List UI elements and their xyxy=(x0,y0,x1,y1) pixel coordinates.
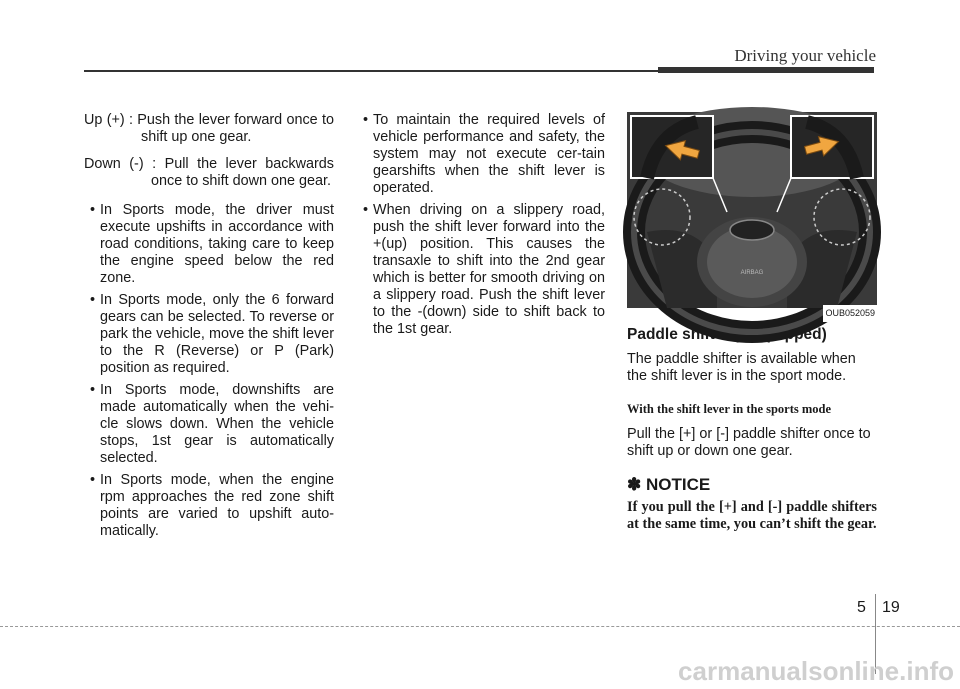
sports-mode-subheading: With the shift lever in the sports mode xyxy=(627,402,832,416)
notice-icon: ✽ xyxy=(627,475,642,494)
column-3 xyxy=(627,112,877,533)
airbag-label: AIRBAG xyxy=(740,270,764,276)
list-item: • In Sports mode, downshifts are made automatically when the vehi-cle slows down. When the vehicle stops, 1st gear is automatically selected. xyxy=(84,382,334,467)
sports-mode-list xyxy=(84,202,334,540)
photo-code: OUB052059 xyxy=(823,305,877,322)
notice-title: NOTICE xyxy=(645,475,711,494)
paddle-shifter-heading: Paddle shifter (if equipped) xyxy=(627,326,827,343)
shift-notes-list xyxy=(357,112,605,338)
term-down: Down (-) : xyxy=(84,156,157,172)
desc-up: Push the lever forward once to shift up one gear. xyxy=(137,112,334,145)
column-2 xyxy=(357,112,605,343)
chapter-number: 5 xyxy=(857,599,866,616)
term-up: Up (+) : xyxy=(84,112,133,128)
list-item: • In Sports mode, the driver must execute upshifts in accordance with road conditions, taking care to keep the engine speed below the red zone. xyxy=(84,202,334,287)
notice-text: If you pull the [+] and [-] paddle shifters at the same time, you can’t shift the gear. xyxy=(627,499,877,532)
paddle-shifter-photo xyxy=(627,112,877,318)
page-number: 19 xyxy=(882,599,900,616)
list-item: • To maintain the required levels of vehicle performance and safety, the system may not execute cer-tain gearshifts when the shift lever is operated. xyxy=(357,112,605,197)
column-1 xyxy=(84,112,334,545)
paddle-shifter-instruction: Pull the [+] or [-] paddle shifter once to shift up or down one gear. xyxy=(627,426,871,459)
list-item: • In Sports mode, when the engine rpm approaches the red zone shift points are varied to upshift auto-matically. xyxy=(84,472,334,540)
list-item: • When driving on a slippery road, push the shift lever forward into the +(up) position. This causes the transaxle to shift into the 2nd gear which is better for smooth driving on a slippery road. Push the shift lever to the -(down) side to shift back to the 1st gear. xyxy=(357,202,605,338)
desc-down: Pull the lever backwards once to shift down one gear. xyxy=(151,156,335,189)
definition-down xyxy=(84,156,334,190)
list-item: • In Sports mode, only the 6 forward gears can be selected. To reverse or park the vehicle, move the shift lever to the R (Reverse) or P (Park) position as required. xyxy=(84,292,334,377)
notice-heading xyxy=(627,476,877,493)
definition-up xyxy=(84,112,334,146)
paddle-shifter-intro: The paddle shifter is available when the shift lever is in the sport mode. xyxy=(627,351,856,384)
section-title: Driving your vehicle xyxy=(734,46,876,65)
steering-wheel-illustration xyxy=(627,112,877,308)
watermark: carmanualsonline.info xyxy=(678,656,954,686)
footer-rule xyxy=(0,626,960,627)
header-rule-accent xyxy=(658,67,874,73)
